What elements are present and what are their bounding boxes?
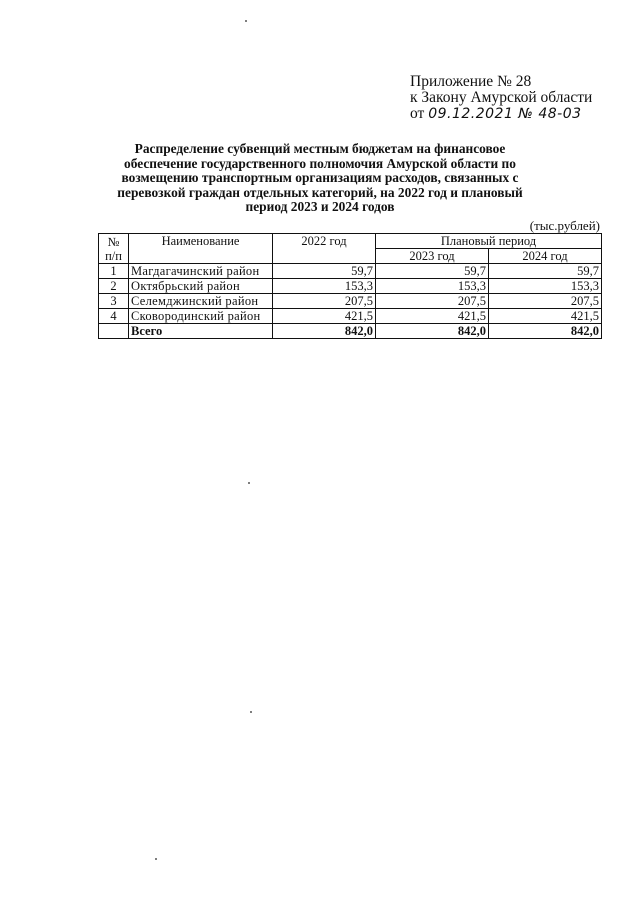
total-2023: 842,0 (376, 324, 489, 339)
row-2022: 207,5 (273, 294, 376, 309)
scan-speck (250, 711, 252, 713)
title-line: возмещению транспортным организациям расходов, связанных с (121, 170, 519, 186)
header-2023: 2023 год (376, 249, 489, 264)
scan-speck (245, 20, 247, 22)
table-row (99, 264, 602, 279)
appendix-date-prefix: от (410, 105, 425, 122)
title-line: обеспечение государственного полномочия Амурской области по (124, 155, 516, 171)
row-2024: 421,5 (489, 309, 602, 324)
row-num: 4 (99, 309, 129, 324)
total-label: Всего (129, 324, 273, 339)
row-2024: 207,5 (489, 294, 602, 309)
row-district: Сковородинский район (129, 309, 273, 324)
row-num: 3 (99, 294, 129, 309)
unit-note: (тыс.рублей) (529, 218, 600, 233)
row-district: Магдагачинский район (129, 264, 273, 279)
row-2023: 421,5 (376, 309, 489, 324)
scan-speck (248, 482, 250, 484)
title-line: Распределение субвенций местным бюджетам на финансовое (134, 141, 506, 156)
title-line: период 2023 и 2024 годов (245, 199, 395, 215)
header-2024: 2024 год (489, 249, 602, 264)
header-num (99, 234, 129, 264)
row-district: Октябрьский район (129, 279, 273, 294)
row-2023: 153,3 (376, 279, 489, 294)
appendix-date-line (410, 106, 592, 122)
scan-speck (155, 858, 157, 860)
total-num-cell (99, 324, 129, 339)
row-2022: 59,7 (273, 264, 376, 279)
row-2022: 153,3 (273, 279, 376, 294)
total-row (99, 324, 602, 339)
table-row (99, 309, 602, 324)
appendix-header (410, 74, 592, 122)
row-2024: 59,7 (489, 264, 602, 279)
row-2023: 207,5 (376, 294, 489, 309)
header-name: Наименование (129, 234, 273, 264)
appendix-law: к Закону Амурской области (410, 89, 593, 106)
header-row (99, 234, 602, 249)
document-title (96, 142, 544, 215)
row-num: 1 (99, 264, 129, 279)
row-2024: 153,3 (489, 279, 602, 294)
title-line: перевозкой граждан отдельных категорий, на 2022 год и плановый (117, 184, 523, 200)
subsidy-table (98, 233, 602, 339)
row-2022: 421,5 (273, 309, 376, 324)
handwritten-date-number: 09.12.2021 № 48-03 (428, 106, 582, 122)
row-district: Селемджинский район (129, 294, 273, 309)
header-2022: 2022 год (273, 234, 376, 264)
table-row (99, 294, 602, 309)
appendix-number: Приложение № 28 (410, 73, 532, 90)
header-num-abbr: п/п (105, 248, 122, 263)
header-plan-period: Плановый период (376, 234, 602, 249)
table-row (99, 279, 602, 294)
total-2022: 842,0 (273, 324, 376, 339)
header-num-symbol: № (107, 234, 120, 249)
row-2023: 59,7 (376, 264, 489, 279)
row-num: 2 (99, 279, 129, 294)
total-2024: 842,0 (489, 324, 602, 339)
